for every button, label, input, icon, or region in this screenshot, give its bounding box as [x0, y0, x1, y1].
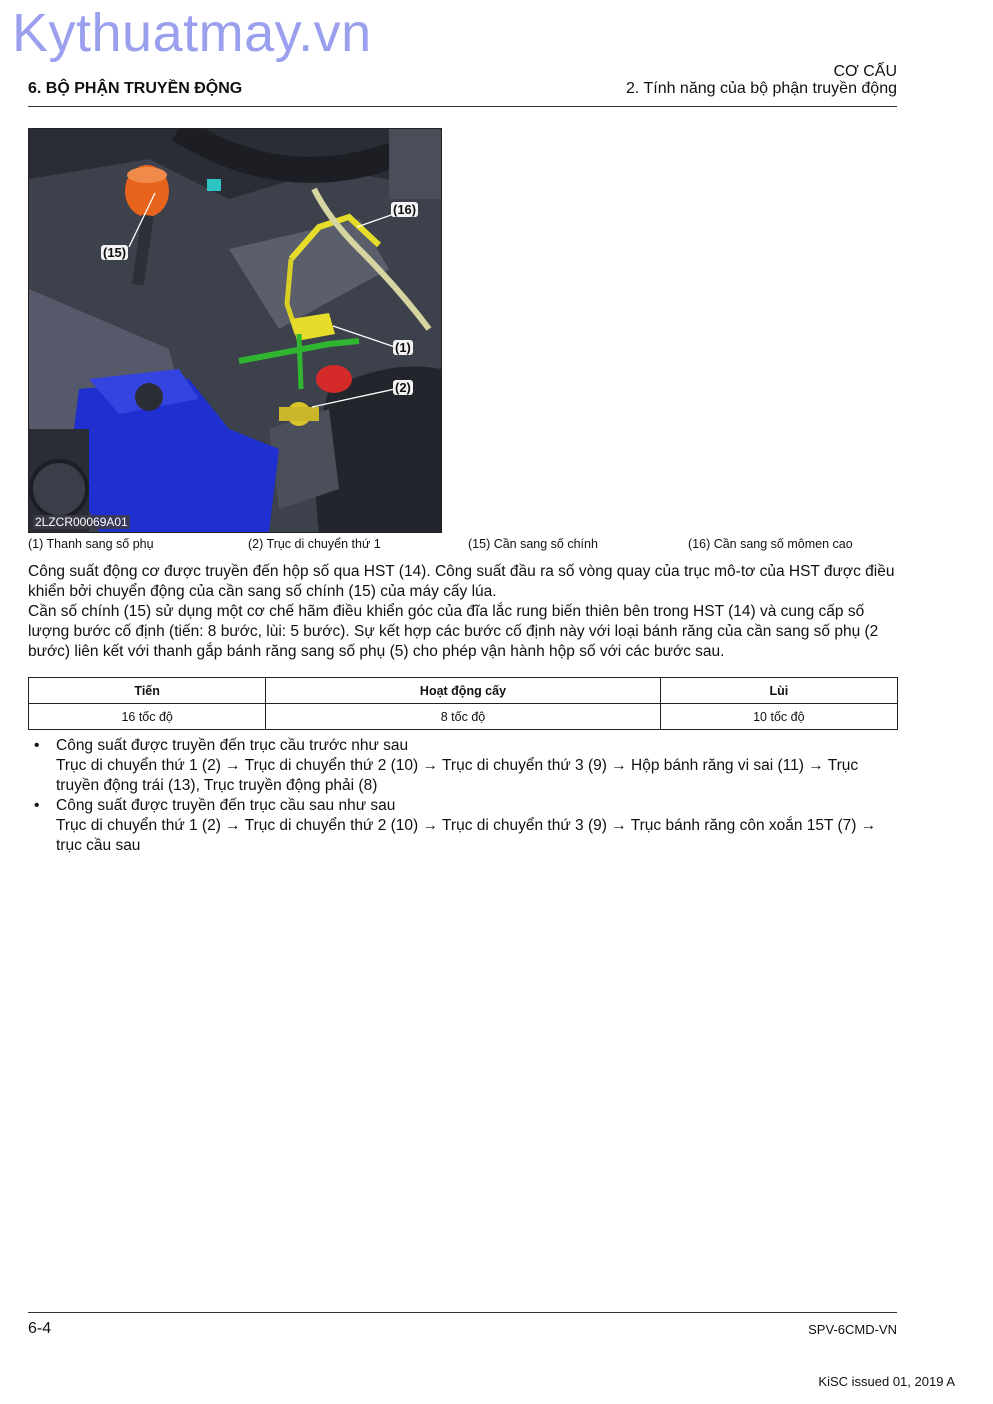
callout-16: (16)	[393, 202, 417, 217]
caption-item: (1) Thanh sang số phụ	[28, 537, 154, 551]
bullet-body: Trục di chuyển thứ 1 (2) → Trục di chuyển thứ 2 (10) → Trục di chuyển thứ 3 (9) → Trục bánh răng côn xoắn 15T (7) → trục cầu sau	[56, 817, 877, 854]
document-code: SPV-6CMD-VN	[808, 1322, 897, 1337]
chapter-title: 6. BỘ PHẬN TRUYỀN ĐỘNG	[28, 80, 243, 97]
page-number: 6-4	[28, 1320, 52, 1337]
watermark: Kythuatmay.vn	[12, 3, 372, 63]
bullet-body: Trục di chuyển thứ 1 (2) → Trục di chuyển thứ 2 (10) → Trục di chuyển thứ 3 (9) → Hộp bánh răng vi sai (11) → Trục truyền động trái (13), Trục truyền động phải (8)	[56, 757, 859, 794]
subsection-title: 2. Tính năng của bộ phận truyền động	[625, 80, 897, 97]
header-divider	[28, 106, 897, 107]
header-section: CƠ CẤU	[833, 63, 897, 80]
table-header-row	[29, 678, 898, 704]
bullet-title: Công suất được truyền đến trục cầu sau như sau	[56, 797, 396, 814]
caption-item: (16) Cần sang số mômen cao	[688, 537, 853, 551]
paragraph-power-transmission: Công suất động cơ được truyền đến hộp số qua HST (14). Công suất đầu ra số vòng quay của trục mô-tơ của HST được điều khiển bởi chuyển động của cần sang số chính (15) của máy cấy lúa.	[28, 563, 895, 600]
illustration-drawing	[29, 129, 441, 532]
table-cell: 16 tốc độ	[29, 704, 266, 730]
footer-divider	[28, 1312, 897, 1313]
bullet-title: Công suất được truyền đến trục cầu trước như sau	[56, 737, 409, 754]
bullet-list	[28, 736, 897, 856]
table-header-cell: Tiến	[29, 678, 266, 704]
paragraph-main-shift-lever: Cần số chính (15) sử dụng một cơ chế hãm điều khiển góc của đĩa lắc rung biến thiên bên trong HST (14) và cung cấp số lượng bước cố định (tiến: 8 bước, lùi: 5 bước). Sự kết hợp các bước cố định này với loại bánh răng của cần sang số phụ (2 bước) liên kết với thanh gắp bánh răng sang số phụ (5) cho phép vận hành hộp số với các bước sau.	[28, 603, 879, 660]
table-cell: 8 tốc độ	[266, 704, 660, 730]
table-header-cell: Hoạt động cấy	[266, 678, 660, 704]
bullet-dot-icon: •	[34, 737, 40, 754]
issue-note: KiSC issued 01, 2019 A	[818, 1374, 955, 1389]
transmission-illustration	[28, 128, 442, 533]
table-header-cell: Lùi	[660, 678, 897, 704]
callout-1: (1)	[395, 340, 411, 355]
callout-15: (15)	[103, 245, 127, 260]
table-cell: 10 tốc độ	[660, 704, 897, 730]
table-row	[29, 704, 898, 730]
callout-2: (2)	[395, 380, 411, 395]
list-item	[28, 796, 897, 856]
speed-table	[28, 677, 898, 730]
bullet-dot-icon: •	[34, 797, 40, 814]
caption-item: (2) Trục di chuyển thứ 1	[248, 537, 381, 551]
figure-code: 2LZCR00069A01	[35, 515, 128, 529]
list-item	[28, 736, 897, 796]
caption-item: (15) Cần sang số chính	[468, 537, 598, 551]
